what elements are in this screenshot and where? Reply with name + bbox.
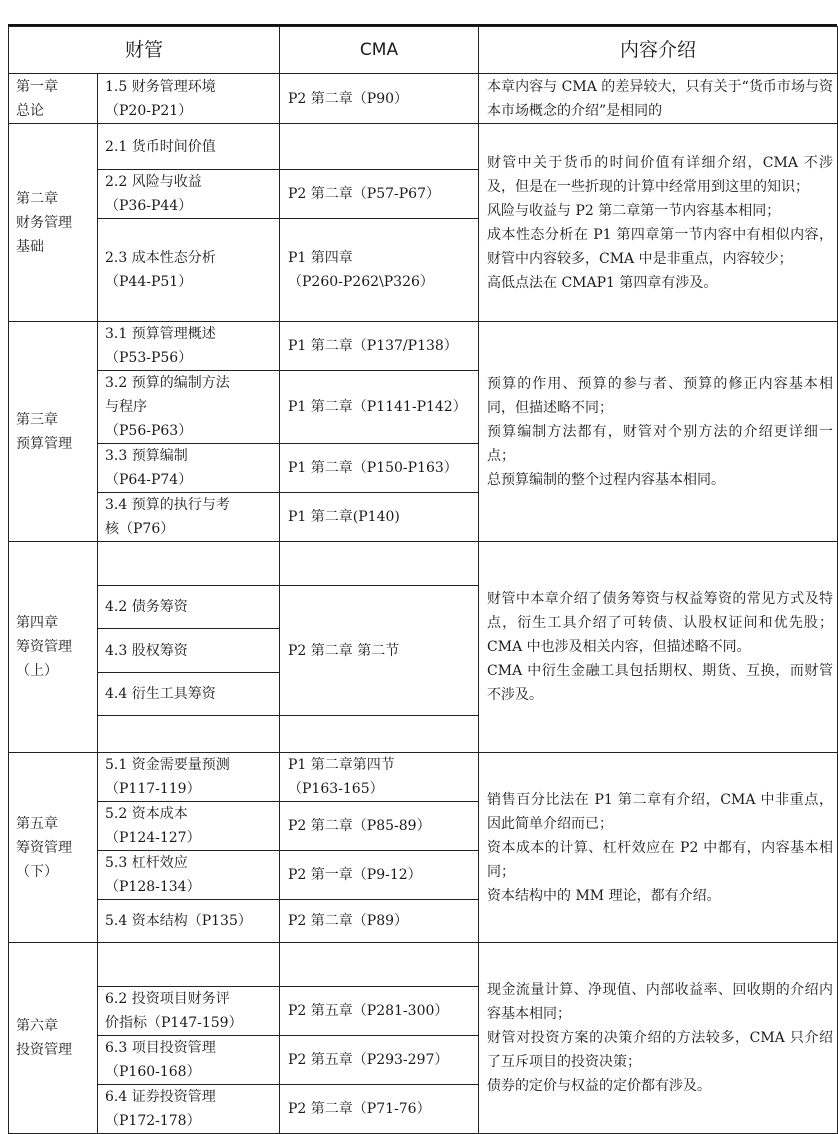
table-row xyxy=(9,74,838,124)
section-label: 6.2 投资项目财务评 价指标（P147-159） xyxy=(105,991,243,1031)
cma-ref: P1 第二章（P137/P138） xyxy=(288,338,458,354)
section-label: 1.5 财务管理环境 （P20-P21） xyxy=(105,78,216,119)
cma-ref: P1 第二章(P140) xyxy=(288,509,400,525)
section-cell xyxy=(98,802,280,851)
section-cell xyxy=(98,987,280,1036)
section-cell xyxy=(98,371,280,444)
note-cell xyxy=(479,753,838,943)
note-text: 预算编制方法都有，财管对个别方法的介绍更详细一点； xyxy=(487,423,834,464)
note-cell xyxy=(479,74,838,124)
cma-cell xyxy=(280,124,479,170)
table-row xyxy=(9,322,838,371)
chapter-title: 第五章 筹资管理 （下） xyxy=(16,815,72,880)
section-cell xyxy=(98,753,280,802)
chapter-title: 第六章 投资管理 xyxy=(16,1018,72,1058)
note-text: 财管中关于货币的时间价值有详细介绍，CMA 不涉及，但是在一些折现的计算中经常用到这里的知识； xyxy=(487,154,834,195)
cma-ref: P1 第四章 （P260-P262\P326） xyxy=(288,250,434,290)
note-text: 现金流量计算、净现值、内部收益率、回收期的介绍内容基本相同； xyxy=(487,982,834,1022)
section-label: 6.4 证券投资管理 （P172-178） xyxy=(105,1089,216,1129)
cma-ref: P2 第一章（P9-12） xyxy=(288,867,422,883)
chapter-cell xyxy=(9,74,98,124)
header-cma: CMA xyxy=(280,27,479,74)
cma-cell xyxy=(280,444,479,493)
cma-ref: P2 第二章（P85-89） xyxy=(288,818,431,834)
table-row xyxy=(9,753,838,802)
note-cell xyxy=(479,943,838,1134)
section-label: 2.2 风险与收益 （P36-P44） xyxy=(105,174,202,214)
section-cell xyxy=(98,322,280,371)
section-cell xyxy=(98,851,280,900)
note-text: 风险与收益与 P2 第二章第一节内容基本相同； xyxy=(487,202,781,219)
note-text: 成本性态分析在 P1 第四章第一节内容中有相似内容，财管中内容较多，CMA 中是非重点，内容较少； xyxy=(487,226,834,267)
cma-cell xyxy=(280,219,479,322)
section-label: 3.4 预算的执行与考 核（P76） xyxy=(105,497,230,537)
cma-cell xyxy=(280,170,479,219)
section-label: 4.4 衍生工具筹资 xyxy=(105,686,216,702)
section-label: 3.1 预算管理概述 （P53-P56） xyxy=(105,326,216,366)
chapter-cell xyxy=(9,124,98,322)
cma-cell xyxy=(280,74,479,124)
chapter-cell xyxy=(9,542,98,753)
chapter-cell xyxy=(9,322,98,542)
chapter-title: 第四章 筹资管理 （上） xyxy=(16,615,72,679)
section-cell xyxy=(98,170,280,219)
note-cell xyxy=(479,322,838,542)
section-label: 6.3 项目投资管理 （P160-168） xyxy=(105,1040,216,1080)
note-text: 财管对投资方案的决策介绍的方法较多，CMA 只介绍了互斥项目的投资决策； xyxy=(487,1030,834,1070)
cma-ref: P2 第二章 第二节 xyxy=(288,642,400,659)
header-caiguan: 财管 xyxy=(9,27,280,74)
note-text: 销售百分比法在 P1 第二章有介绍，CMA 中非重点，因此简单介绍而已； xyxy=(487,791,834,832)
cma-cell xyxy=(280,900,479,943)
section-cell xyxy=(98,673,280,716)
cma-cell xyxy=(280,493,479,542)
section-cell xyxy=(98,74,280,124)
table-row xyxy=(9,542,838,586)
section-cell xyxy=(98,493,280,542)
section-label: 4.3 股权筹资 xyxy=(105,642,188,659)
cma-ref: P2 第二章（P90） xyxy=(288,90,409,107)
chapter-cell xyxy=(9,943,98,1134)
section-cell xyxy=(98,586,280,629)
section-cell xyxy=(98,219,280,322)
cma-cell xyxy=(280,753,479,802)
cma-ref: P1 第二章（P1141-P142） xyxy=(288,399,467,415)
section-cell xyxy=(98,124,280,170)
cma-ref: P2 第二章（P71-76） xyxy=(288,1101,431,1117)
section-cell xyxy=(98,900,280,943)
section-label: 2.3 成本性态分析 （P44-P51） xyxy=(105,250,216,290)
note-text: 债券的定价与权益的定价都有涉及。 xyxy=(487,1078,712,1094)
note-text: 总预算编制的整个过程内容基本相同。 xyxy=(487,471,726,488)
note-cell xyxy=(479,542,838,753)
section-cell xyxy=(98,1085,280,1134)
section-label: 3.2 预算的编制方法 与程序 （P56-P63） xyxy=(105,375,230,439)
section-label: 4.2 债务筹资 xyxy=(105,599,188,615)
note-text: 资本成本的计算、杠杆效应在 P2 中都有，内容基本相同； xyxy=(487,839,834,880)
cma-ref: P2 第二章（P57-P67） xyxy=(288,186,440,202)
cma-cell xyxy=(280,987,479,1036)
cma-cell xyxy=(280,542,479,586)
cma-cell xyxy=(280,716,479,753)
section-cell xyxy=(98,1036,280,1085)
section-label: 5.3 杠杆效应 （P128-134） xyxy=(105,855,201,895)
cma-cell xyxy=(280,943,479,987)
cma-ref: P2 第五章（P293-297） xyxy=(288,1052,449,1068)
cma-cell xyxy=(280,802,479,851)
chapter-title: 第一章 总论 xyxy=(16,78,58,119)
cma-ref: P1 第二章第四节 （P163-165） xyxy=(288,757,395,797)
cma-ref: P1 第二章（P150-P163） xyxy=(288,460,458,476)
cma-cell xyxy=(280,371,479,444)
cma-ref: P2 第二章（P89） xyxy=(288,913,409,929)
section-cell xyxy=(98,943,280,987)
chapter-cell xyxy=(9,753,98,943)
table-row xyxy=(9,124,838,170)
note-text: 本章内容与 CMA 的差异较大，只有关于“货币市场与资本市场概念的介绍”是相同的 xyxy=(487,78,834,119)
cma-ref: P2 第五章（P281-300） xyxy=(288,1003,449,1019)
cma-cell xyxy=(280,851,479,900)
section-label: 2.1 货币时间价值 xyxy=(105,138,216,155)
note-text: 预算的作用、预算的参与者、预算的修正内容基本相同，但描述略不同； xyxy=(487,375,834,416)
cma-cell xyxy=(280,1085,479,1134)
section-cell xyxy=(98,629,280,673)
note-text: CMA 中衍生金融工具包括期权、期货、互换，而财管不涉及。 xyxy=(487,663,834,703)
header-row xyxy=(9,27,838,74)
comparison-table xyxy=(8,26,838,1134)
section-label: 5.1 资金需要量预测 （P117-119） xyxy=(105,757,230,797)
cma-cell xyxy=(280,1036,479,1085)
cma-cell xyxy=(280,586,479,716)
cma-cell xyxy=(280,322,479,371)
chapter-title: 第二章 财务管理 基础 xyxy=(16,190,72,255)
section-label: 5.4 资本结构（P135） xyxy=(105,913,252,929)
section-label: 5.2 资本成本 （P124-127） xyxy=(105,806,201,846)
section-cell xyxy=(98,542,280,586)
header-content-intro: 内容介绍 xyxy=(479,27,838,74)
section-cell xyxy=(98,716,280,753)
note-cell xyxy=(479,124,838,322)
note-text: 资本结构中的 MM 理论，都有介绍。 xyxy=(487,887,721,904)
section-label: 3.3 预算编制 （P64-P74） xyxy=(105,448,193,488)
note-text: 财管中本章介绍了债务筹资与权益筹资的常见方式及特点，衍生工具介绍了可转债、认股权证间和优先股；CMA 中也涉及相关内容，但描述略不同。 xyxy=(487,591,834,655)
table-row xyxy=(9,943,838,987)
note-text: 高低点法在 CMAP1 第四章有涉及。 xyxy=(487,274,718,291)
section-cell xyxy=(98,444,280,493)
chapter-title: 第三章 预算管理 xyxy=(16,411,72,452)
